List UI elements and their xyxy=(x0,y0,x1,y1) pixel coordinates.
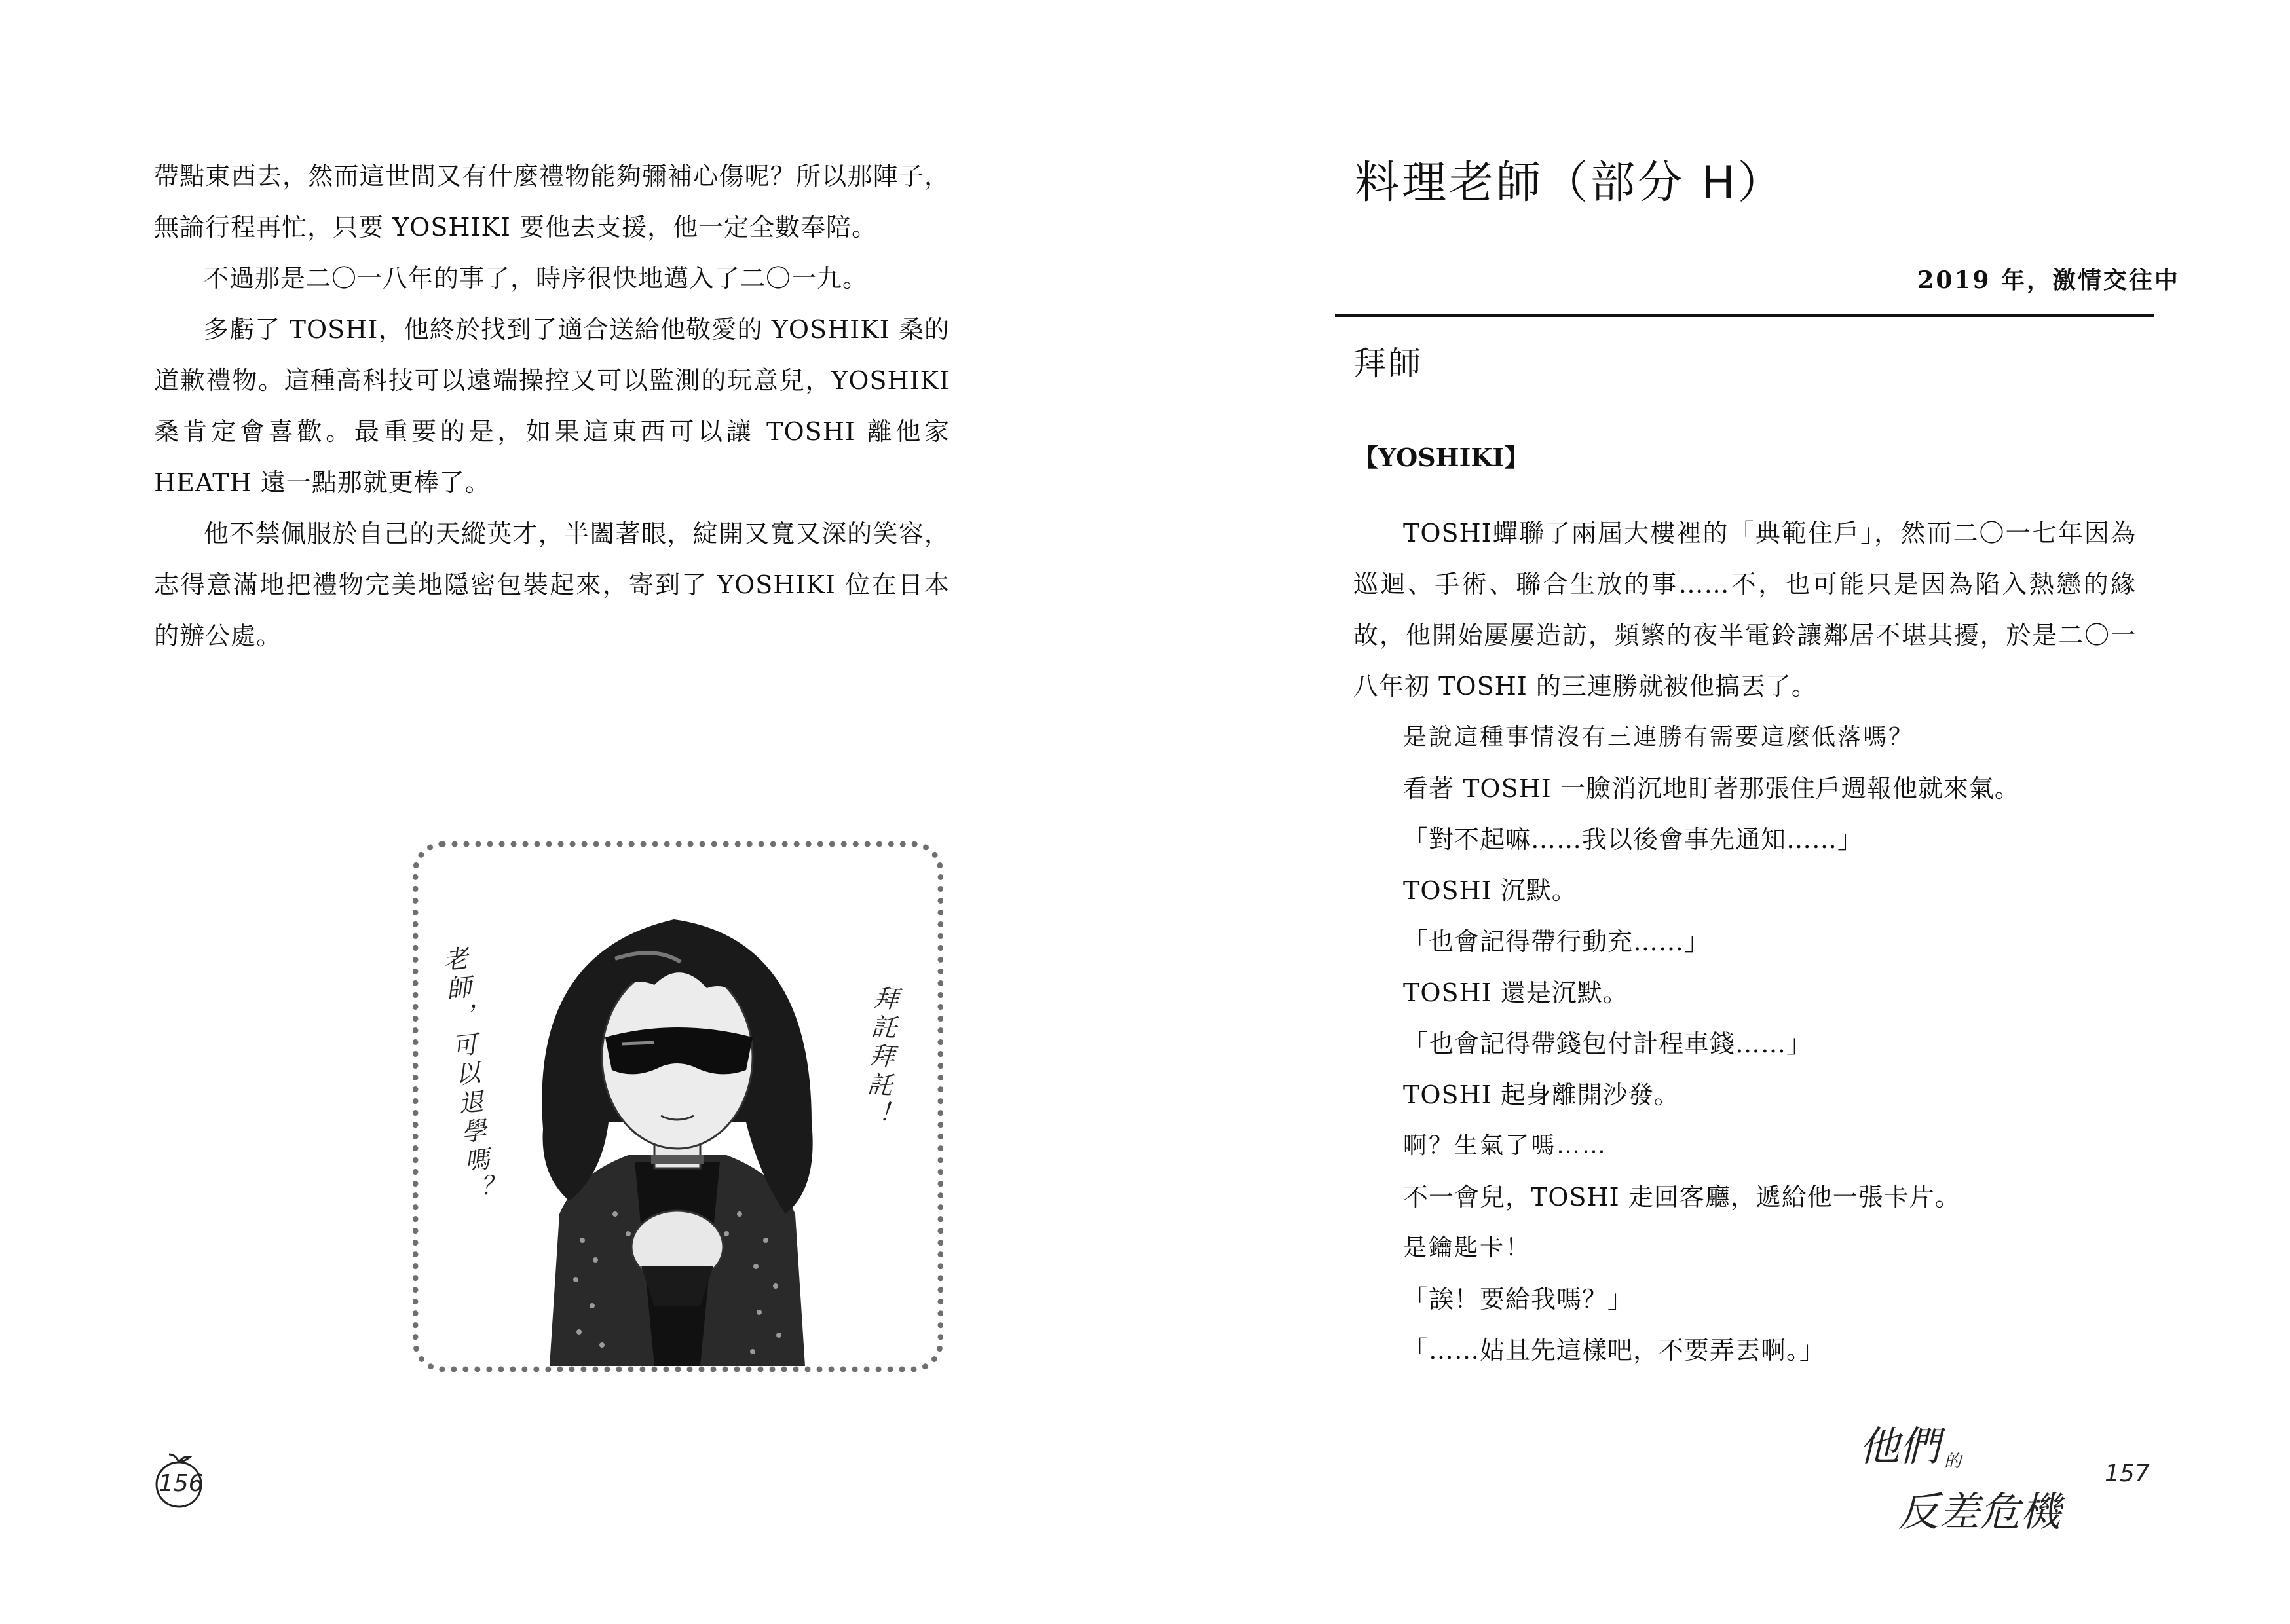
text-line: 是說這種事情沒有三連勝有需要這麼低落嗎？ xyxy=(1403,724,1915,750)
chapter-subtitle: 2019 年，激情交往中 xyxy=(1917,267,2180,294)
text-line: 「……姑且先這樣吧，不要弄丟啊。」 xyxy=(1403,1336,1826,1365)
section-title: 拜師 xyxy=(1353,344,1423,382)
text-line: 「也會記得帶錢包付計程車錢……」 xyxy=(1403,1029,1812,1058)
right-page xyxy=(1145,0,2290,1624)
paragraph: 不過那是二〇一八年的事了，時序很快地邁入了二〇一九。 xyxy=(204,264,869,293)
paragraph: 帶點東西去，然而這世間又有什麼禮物能夠彌補心傷呢？所以那陣子，無論行程再忙，只要 YOSHIKI 要他去支援，他一定全數奉陪。 xyxy=(154,162,950,242)
text-line: 不一會兒，TOSHI 走回客廳，遞給他一張卡片。 xyxy=(1403,1183,1961,1211)
paragraph: 多虧了 TOSHI，他終於找到了適合送給他敬愛的 YOSHIKI 桑的道歉禮物。這種高科技可以遠端操控又可以監測的玩意兒，YOSHIKI 桑肯定會喜歡。最重要的是，如果這東西可以讓 TOSHI 離他家 HEATH 遠一點那就更棒了。 xyxy=(154,315,950,497)
chapter-title: 料理老師（部分 H） xyxy=(1355,157,1785,209)
right-page-body xyxy=(1353,507,2136,1376)
paragraph: 他不禁佩服於自己的天縱英才，半闔著眼，綻開又寬又深的笑容，志得意滿地把禮物完美地隱密包裝起來，寄到了 YOSHIKI 位在日本的辦公處。 xyxy=(154,519,950,650)
text-line: TOSHI 還是沉默。 xyxy=(1403,978,1628,1007)
text-line: 「也會記得帶行動充……」 xyxy=(1403,927,1710,956)
text-line: 看著 TOSHI 一臉消沉地盯著那張住戶週報他就來氣。 xyxy=(1403,774,2020,803)
text-line: TOSHI 沉默。 xyxy=(1403,876,1577,905)
paragraph: TOSHI蟬聯了兩屆大樓裡的「典範住戶」，然而二〇一七年因為巡迴、手術、聯合生放的事……不，也可能只是因為陷入熱戀的緣故，他開始屢屢造訪，頻繁的夜半電鈴讓鄰居不堪其擾，於是二〇一八年初 TOSHI 的三連勝就被他搞丟了。 xyxy=(1353,519,2136,701)
signature-small: 的 xyxy=(1944,1452,1962,1471)
text-line: 「誒！要給我嗎？」 xyxy=(1403,1285,1634,1314)
character-illustration xyxy=(413,841,943,1372)
text-line: 「對不起嘛……我以後會事先通知……」 xyxy=(1403,825,1864,854)
text-line: TOSHI 起身離開沙發。 xyxy=(1403,1080,1680,1109)
signature-line1: 他們 xyxy=(1859,1422,1941,1470)
book-logo-signature xyxy=(1846,1408,2147,1559)
speech-text-right: 拜託拜託！ xyxy=(860,984,899,1130)
title-divider xyxy=(1335,314,2154,317)
page-number-left xyxy=(149,1450,208,1509)
speech-text-left: 老師，可以退學嗎？ xyxy=(438,944,494,1206)
text-line: 啊？生氣了嗎…… xyxy=(1403,1132,1608,1159)
page-number-text: 156 xyxy=(159,1470,204,1497)
page-number-right: 157 xyxy=(2105,1460,2150,1487)
signature-line2: 反差危機 xyxy=(1898,1488,2061,1536)
speaker-label: 【YOSHIKI】 xyxy=(1353,443,1530,472)
text-line: 是鑰匙卡！ xyxy=(1403,1234,1531,1261)
left-page-body xyxy=(154,151,950,661)
